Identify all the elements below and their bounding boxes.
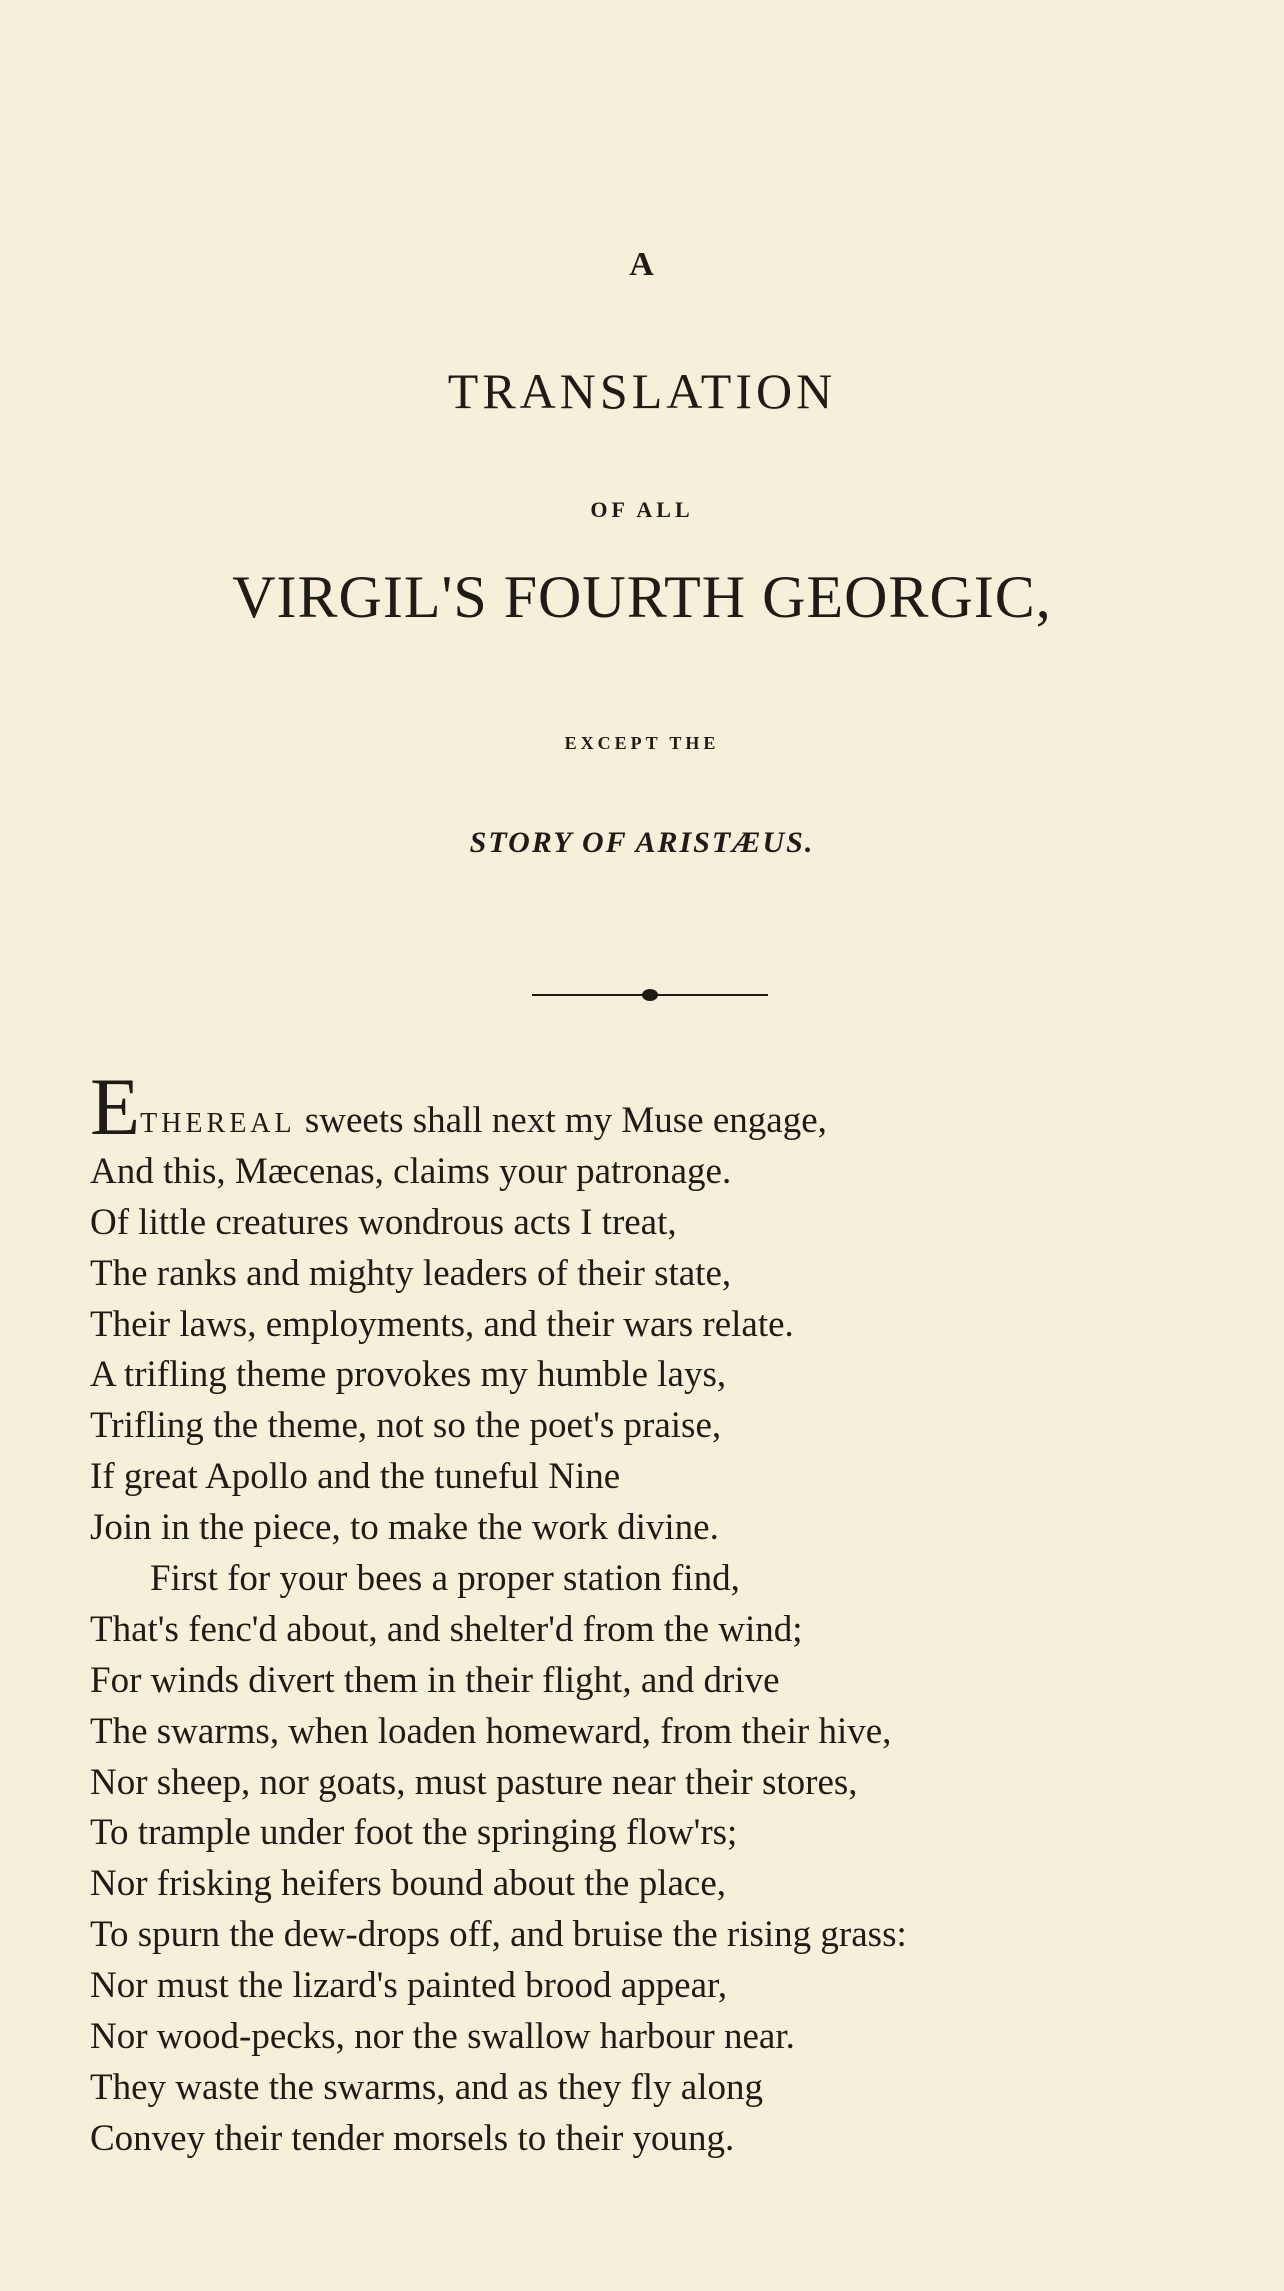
first-word-small-caps: THEREAL — [140, 1108, 296, 1139]
drop-cap: E — [90, 1061, 141, 1152]
poem-line: Trifling the theme, not so the poet's praise, — [90, 1405, 722, 1447]
poem-line: Join in the piece, to make the work divine. — [90, 1507, 719, 1549]
poem-line-first — [90, 1061, 1220, 1152]
poem-line: They waste the swarms, and as they fly along — [90, 2066, 764, 2108]
poem-line: Nor wood-pecks, nor the swallow harbour near. — [90, 2016, 795, 2058]
heading-title: VIRGIL'S FOURTH GEORGIC, — [232, 564, 1052, 630]
heading-a: A — [629, 246, 655, 283]
poem-line: Nor frisking heifers bound about the place, — [90, 1863, 727, 1905]
heading-story: STORY OF ARISTÆUS. — [469, 826, 815, 859]
poem-line: Of little creatures wondrous acts I treat, — [90, 1201, 677, 1243]
poem-line: And this, Mæcenas, claims your patronage. — [90, 1150, 732, 1192]
poem-line: First for your bees a proper station find, — [150, 1558, 740, 1600]
poem-line: For winds divert them in their flight, and drive — [90, 1659, 780, 1701]
poem-line: Nor sheep, nor goats, must pasture near their stores, — [90, 1761, 858, 1803]
poem-line: The ranks and mighty leaders of their state, — [90, 1252, 732, 1294]
poem-line: Their laws, employments, and their wars relate. — [90, 1303, 794, 1345]
poem-line: The swarms, when loaden homeward, from their hive, — [90, 1710, 892, 1752]
poem-line: To trample under foot the springing flow'rs; — [90, 1812, 738, 1854]
ornamental-rule — [532, 989, 768, 1001]
poem-line: Nor must the lizard's painted brood appear, — [90, 1965, 728, 2007]
first-line-rest: sweets shall next my Muse engage, — [295, 1100, 827, 1141]
heading-translation: TRANSLATION — [447, 363, 837, 419]
poem-line: To spurn the dew-drops off, and bruise the rising grass: — [90, 1914, 907, 1956]
heading-except: EXCEPT THE — [564, 733, 720, 753]
poem-body — [90, 1061, 1220, 2165]
poem-line: Convey their tender morsels to their young. — [90, 2117, 735, 2159]
poem-line: That's fenc'd about, and shelter'd from the wind; — [90, 1608, 803, 1650]
poem-line: If great Apollo and the tuneful Nine — [90, 1456, 621, 1498]
rule-ornament — [642, 989, 658, 1001]
poem-line: A trifling theme provokes my humble lays, — [90, 1354, 727, 1396]
heading-of-all: OF ALL — [590, 497, 694, 522]
